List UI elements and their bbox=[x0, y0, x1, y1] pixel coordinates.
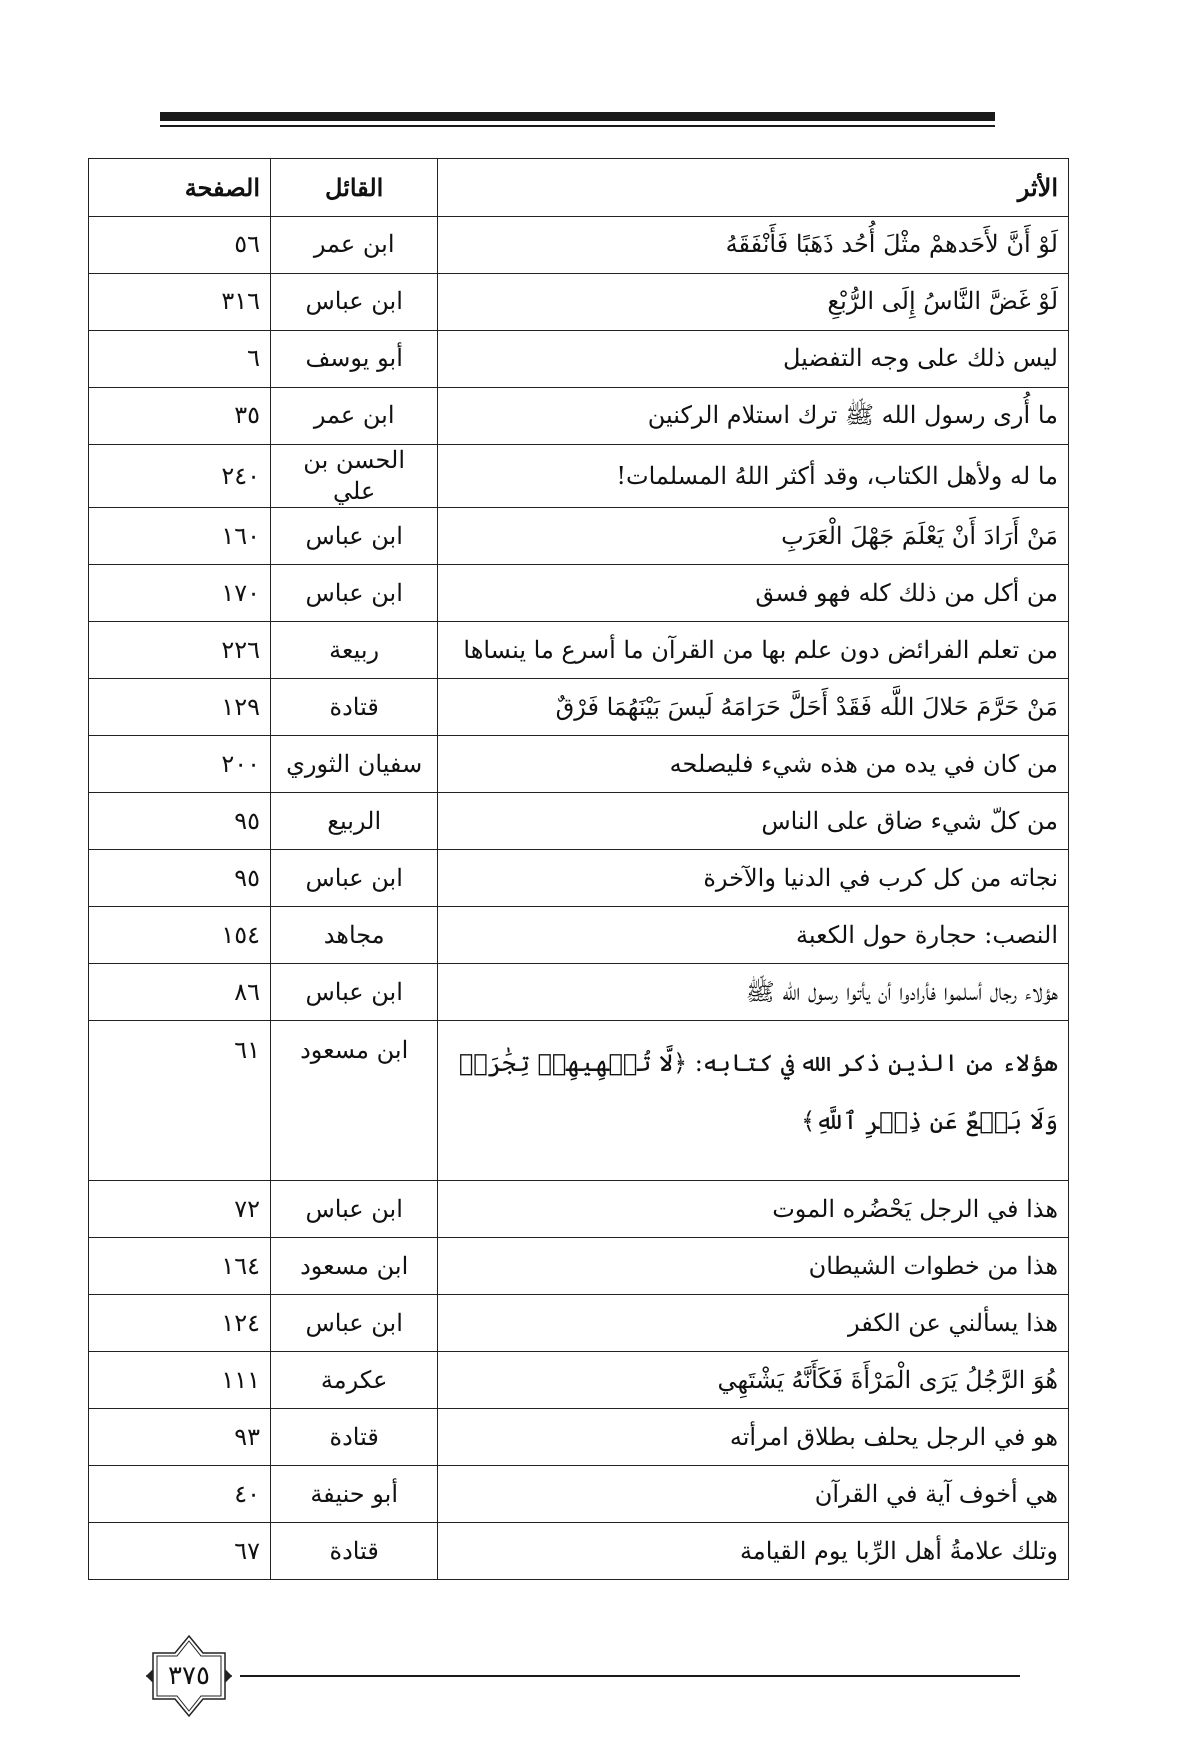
qail-cell: عكرمة bbox=[270, 1352, 437, 1409]
table-row bbox=[89, 565, 1069, 622]
header-athar: الأثر bbox=[438, 159, 1069, 217]
table-row bbox=[89, 964, 1069, 1021]
athar-cell: هذا يسألني عن الكفر bbox=[438, 1295, 1069, 1352]
table-row bbox=[89, 793, 1069, 850]
table-row bbox=[89, 1238, 1069, 1295]
athar-cell: مَنْ حَرَّمَ حَلالَ اللَّه فَقَدْ أَحَلَّ حَرَامَهُ لَيسَ بَيْنَهُمَا فَرْقٌ bbox=[438, 679, 1069, 736]
page-cell: ٩٥ bbox=[89, 793, 271, 850]
table-header-row bbox=[89, 159, 1069, 217]
athar-cell: هي أخوف آية في القرآن bbox=[438, 1466, 1069, 1523]
table-row bbox=[89, 508, 1069, 565]
athar-cell: من كلّ شيء ضاق على الناس bbox=[438, 793, 1069, 850]
table-row bbox=[89, 622, 1069, 679]
qail-cell: ابن عباس bbox=[270, 508, 437, 565]
page-cell: ٥٦ bbox=[89, 217, 271, 274]
page-cell: ١٧٠ bbox=[89, 565, 271, 622]
qail-cell: أبو حنيفة bbox=[270, 1466, 437, 1523]
page-cell: ٤٠ bbox=[89, 1466, 271, 1523]
table-row bbox=[89, 1352, 1069, 1409]
athar-cell: هؤلاء من الذين ذكر الله في كتابه: ﴿لَّا تُلۡهِيهِمۡ تِجَٰرَةٞ وَلَا بَيۡعٌ عَن ذِكۡرِ ٱللَّهِ﴾ bbox=[438, 1021, 1069, 1181]
athar-cell: هؤلاء رجال أسلموا فأرادوا أن يأتوا رسول الله ﷺ bbox=[438, 964, 1069, 1021]
page-cell: ٦ bbox=[89, 331, 271, 388]
page-cell: ٦٧ bbox=[89, 1523, 271, 1580]
athar-cell: ما أُرى رسول الله ﷺ ترك استلام الركنين bbox=[438, 388, 1069, 445]
page-cell: ١١١ bbox=[89, 1352, 271, 1409]
page-cell: ٦١ bbox=[89, 1021, 271, 1181]
qail-cell: قتادة bbox=[270, 1409, 437, 1466]
table-row bbox=[89, 907, 1069, 964]
table-row bbox=[89, 1466, 1069, 1523]
qail-cell: مجاهد bbox=[270, 907, 437, 964]
page-cell: ٣٥ bbox=[89, 388, 271, 445]
athar-cell: ما له ولأهل الكتاب، وقد أكثر اللهُ المسلمات! bbox=[438, 445, 1069, 508]
table-row bbox=[89, 331, 1069, 388]
athar-cell: هذا من خطوات الشيطان bbox=[438, 1238, 1069, 1295]
qail-cell: ابن عباس bbox=[270, 565, 437, 622]
table-row bbox=[89, 1181, 1069, 1238]
qail-cell: سفيان الثوري bbox=[270, 736, 437, 793]
qail-cell: ابن عباس bbox=[270, 850, 437, 907]
table-row bbox=[89, 736, 1069, 793]
athar-cell: لَوْ أَنَّ لأَحَدهمْ مثْلَ أُحُد ذَهَبًا فَأَنْفَقَهُ bbox=[438, 217, 1069, 274]
page-cell: ١٦٠ bbox=[89, 508, 271, 565]
athar-cell: لَوْ غَضَّ النَّاسُ إِلَى الرُّبْعِ bbox=[438, 274, 1069, 331]
athar-cell: ليس ذلك على وجه التفضيل bbox=[438, 331, 1069, 388]
athar-cell: نجاته من كل كرب في الدنيا والآخرة bbox=[438, 850, 1069, 907]
athar-cell: وتلك علامةُ أهل الرِّبا يوم القيامة bbox=[438, 1523, 1069, 1580]
page-cell: ٩٥ bbox=[89, 850, 271, 907]
qail-cell: ابن مسعود bbox=[270, 1238, 437, 1295]
header-rule-thick bbox=[160, 112, 995, 121]
qail-cell: ربيعة bbox=[270, 622, 437, 679]
table-row bbox=[89, 274, 1069, 331]
qail-cell: قتادة bbox=[270, 679, 437, 736]
page-cell: ٢٠٠ bbox=[89, 736, 271, 793]
qail-cell: ابن عباس bbox=[270, 274, 437, 331]
page-cell: ١٥٤ bbox=[89, 907, 271, 964]
qail-cell: ابن عباس bbox=[270, 964, 437, 1021]
header-qail: القائل bbox=[270, 159, 437, 217]
page-cell: ٢٢٦ bbox=[89, 622, 271, 679]
athar-cell: هُوَ الرَّجُلُ يَرَى الْمَرْأَةَ فَكَأَنَّهُ يَشْتَهِي bbox=[438, 1352, 1069, 1409]
athar-cell: النصب: حجارة حول الكعبة bbox=[438, 907, 1069, 964]
table-row bbox=[89, 1523, 1069, 1580]
page-cell: ١٦٤ bbox=[89, 1238, 271, 1295]
qail-cell: ابن عمر bbox=[270, 388, 437, 445]
table-row bbox=[89, 388, 1069, 445]
page-cell: ٩٣ bbox=[89, 1409, 271, 1466]
table-row bbox=[89, 679, 1069, 736]
page-cell: ٢٤٠ bbox=[89, 445, 271, 508]
page-cell: ٨٦ bbox=[89, 964, 271, 1021]
table-row bbox=[89, 1295, 1069, 1352]
table-row bbox=[89, 1409, 1069, 1466]
table-row bbox=[89, 445, 1069, 508]
table-row bbox=[89, 850, 1069, 907]
table-row bbox=[89, 1021, 1069, 1181]
qail-cell: ابن عباس bbox=[270, 1295, 437, 1352]
athar-cell: هذا في الرجل يَحْضُره الموت bbox=[438, 1181, 1069, 1238]
athar-cell: هو في الرجل يحلف بطلاق امرأته bbox=[438, 1409, 1069, 1466]
page-cell: ٧٢ bbox=[89, 1181, 271, 1238]
qail-cell: الحسن بن علي bbox=[270, 445, 437, 508]
athar-index-table bbox=[88, 158, 1069, 1580]
footer-rule bbox=[240, 1675, 1020, 1677]
athar-cell: من كان في يده من هذه شيء فليصلحه bbox=[438, 736, 1069, 793]
page-cell: ١٢٩ bbox=[89, 679, 271, 736]
qail-cell: ابن مسعود bbox=[270, 1021, 437, 1181]
qail-cell: ابن عمر bbox=[270, 217, 437, 274]
page-cell: ٣١٦ bbox=[89, 274, 271, 331]
header-page: الصفحة bbox=[89, 159, 271, 217]
athar-cell: من تعلم الفرائض دون علم بها من القرآن ما أسرع ما ينساها bbox=[438, 622, 1069, 679]
qail-cell: قتادة bbox=[270, 1523, 437, 1580]
athar-cell: من أكل من ذلك كله فهو فسق bbox=[438, 565, 1069, 622]
page-cell: ١٢٤ bbox=[89, 1295, 271, 1352]
table-row bbox=[89, 217, 1069, 274]
qail-cell: ابن عباس bbox=[270, 1181, 437, 1238]
qail-cell: الربيع bbox=[270, 793, 437, 850]
qail-cell: أبو يوسف bbox=[270, 331, 437, 388]
athar-cell: مَنْ أَرَادَ أَنْ يَعْلَمَ جَهْلَ الْعَرَبِ bbox=[438, 508, 1069, 565]
page-number: ٣٧٥ bbox=[168, 1661, 210, 1691]
header-rule-thin bbox=[160, 125, 995, 127]
